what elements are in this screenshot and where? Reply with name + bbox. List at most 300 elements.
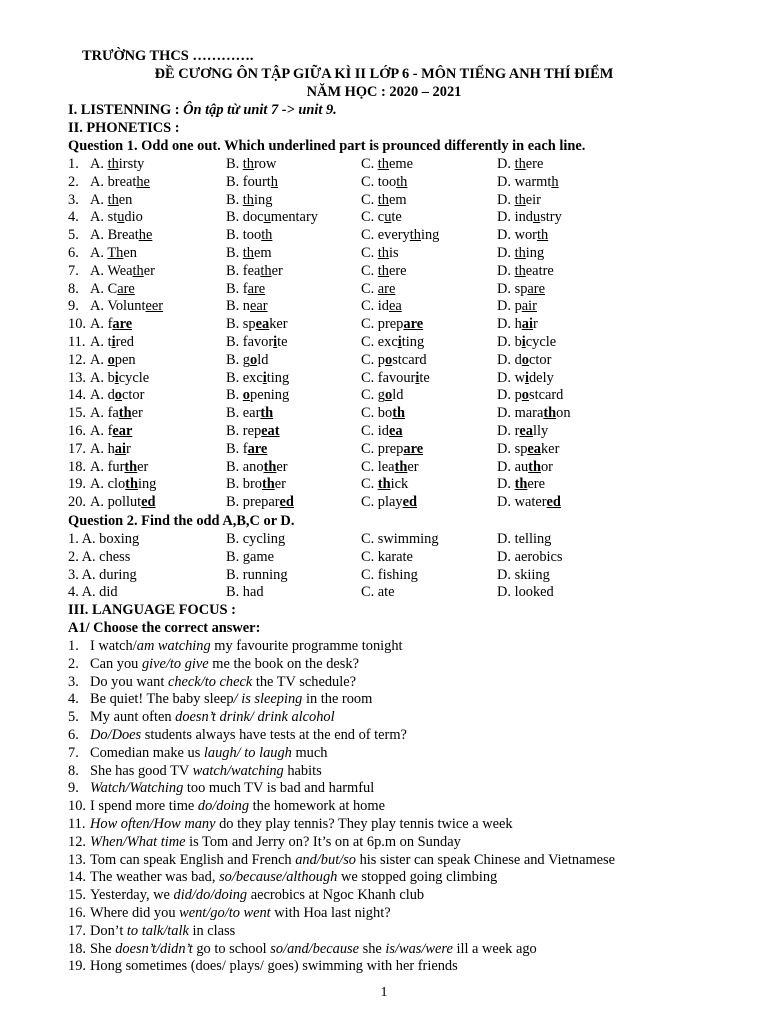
option-d: D. theatre bbox=[497, 262, 554, 279]
underlined-part: are bbox=[117, 280, 135, 297]
a1-item bbox=[68, 726, 758, 744]
underlined-part: th bbox=[377, 476, 391, 493]
item-fragment: we stopped going climbing bbox=[337, 869, 498, 886]
option-a: A. fear bbox=[90, 423, 133, 439]
underlined-part: th bbox=[536, 227, 549, 244]
item-number: 1. bbox=[68, 638, 79, 654]
question-number: 17. bbox=[68, 440, 86, 457]
section-language-focus: III. LANGUAGE FOCUS : bbox=[68, 602, 236, 618]
underlined-part: i bbox=[111, 334, 116, 350]
a1-item bbox=[68, 797, 758, 815]
a1-item bbox=[68, 690, 758, 708]
underlined-part: th bbox=[409, 227, 421, 244]
option-a: A. tired bbox=[90, 334, 134, 350]
item-text bbox=[90, 797, 385, 815]
question1-row bbox=[68, 244, 758, 262]
a1-item bbox=[68, 815, 758, 833]
option-a: A. further bbox=[90, 458, 149, 475]
underlined-part: are bbox=[112, 316, 133, 333]
option-c: C. favourite bbox=[361, 369, 430, 386]
item-fragment: Where did you bbox=[90, 905, 180, 921]
item-number: 10. bbox=[68, 798, 86, 815]
a1-title: A1/ Choose the correct answer: bbox=[68, 620, 261, 636]
item-fragment: My aunt often bbox=[90, 709, 176, 726]
underlined-part: air bbox=[521, 298, 537, 315]
option-d: D. industry bbox=[497, 209, 562, 226]
option-a: A. clothing bbox=[90, 476, 157, 493]
a1-item bbox=[68, 779, 758, 797]
option-a: A. Volunteer bbox=[90, 298, 164, 315]
option-a: A. thirsty bbox=[90, 156, 145, 172]
option-a: A. Care bbox=[90, 280, 135, 297]
underlined-part: th bbox=[377, 156, 389, 172]
option-b: B. repeat bbox=[226, 423, 280, 439]
question-number: 13. bbox=[68, 369, 86, 386]
item-number: 6. bbox=[68, 727, 79, 743]
option-b: B. opening bbox=[226, 387, 290, 404]
underlined-part: th bbox=[118, 405, 132, 422]
option-c: C. ate bbox=[361, 584, 395, 601]
underlined-part: th bbox=[514, 245, 526, 261]
item-number: 11. bbox=[68, 816, 86, 832]
underlined-part: th bbox=[543, 405, 557, 422]
option-b: B. feather bbox=[226, 262, 283, 279]
underlined-part: o bbox=[521, 387, 529, 404]
a1-item bbox=[68, 637, 758, 655]
item-fragment: the TV schedule? bbox=[252, 673, 357, 690]
option-d: D. their bbox=[497, 191, 541, 208]
option-b: B. earth bbox=[226, 405, 274, 422]
item-text bbox=[90, 762, 322, 780]
option-b: B. documentary bbox=[226, 209, 318, 226]
a1-item bbox=[68, 708, 758, 726]
option-a: A. breathe bbox=[90, 173, 150, 190]
item-fragment: Can you bbox=[90, 655, 142, 672]
item-fragment: go to school bbox=[192, 940, 271, 957]
item-fragment: with Hoa last night? bbox=[270, 905, 391, 921]
option-d: D. worth bbox=[497, 227, 549, 244]
underlined-part: h bbox=[551, 173, 559, 190]
underlined-part: ea bbox=[527, 440, 541, 457]
question-number: 4. bbox=[68, 209, 79, 226]
option-d: D. author bbox=[497, 458, 553, 475]
a1-item bbox=[68, 744, 758, 762]
underlined-part: i bbox=[521, 334, 526, 350]
option-a: 3. A. during bbox=[68, 566, 137, 583]
option-b: B. gold bbox=[226, 351, 269, 368]
underlined-part: are bbox=[247, 440, 268, 457]
item-fragment: I spend more time bbox=[90, 798, 198, 815]
underlined-part: ai bbox=[114, 440, 126, 457]
question-number: 14. bbox=[68, 387, 86, 404]
option-b: B. had bbox=[226, 584, 264, 601]
option-b: B. exciting bbox=[226, 369, 290, 386]
item-number: 18. bbox=[68, 940, 86, 957]
underlined-part: th bbox=[392, 405, 405, 422]
option-b: B. game bbox=[226, 548, 274, 565]
underlined-part: u bbox=[384, 209, 392, 226]
a1-item bbox=[68, 673, 758, 691]
underlined-part: he bbox=[138, 227, 153, 244]
option-b: B. fare bbox=[226, 440, 268, 457]
question2-row bbox=[68, 530, 758, 548]
page-number: 1 bbox=[380, 985, 388, 1000]
underlined-part: are bbox=[247, 280, 266, 297]
underlined-part: eat bbox=[261, 423, 280, 439]
answer-choices: do/doing bbox=[197, 798, 250, 815]
item-number: 2. bbox=[68, 655, 79, 672]
answer-choices: am watching bbox=[136, 638, 211, 654]
underlined-part: i bbox=[397, 334, 402, 350]
underlined-part: th bbox=[514, 476, 528, 493]
option-c: C. leather bbox=[361, 458, 419, 475]
question1-row bbox=[68, 493, 758, 511]
option-c: C. are bbox=[361, 280, 396, 297]
option-b: B. fourth bbox=[226, 173, 278, 190]
a1-item bbox=[68, 904, 758, 922]
underlined-part: th bbox=[514, 156, 526, 172]
option-c: C. exciting bbox=[361, 334, 425, 350]
option-a: A. Breathe bbox=[90, 227, 153, 244]
item-fragment: much bbox=[291, 744, 328, 761]
option-c: C. idea bbox=[361, 298, 402, 315]
item-text bbox=[90, 655, 359, 673]
option-c: C. postcard bbox=[361, 351, 427, 368]
question2-title: Question 2. Find the odd A,B,C or D. bbox=[68, 513, 295, 529]
underlined-part: th bbox=[514, 262, 526, 279]
underlined-part: ear bbox=[112, 423, 133, 439]
underlined-part: o bbox=[521, 351, 529, 368]
underlined-part: th bbox=[107, 156, 119, 172]
underlined-part: i bbox=[114, 369, 119, 386]
underlined-part: th bbox=[242, 245, 254, 261]
option-d: D. skiing bbox=[497, 566, 550, 583]
item-fragment: do they play tennis? They play tennis twice a week bbox=[215, 816, 513, 832]
underlined-part: are bbox=[527, 280, 545, 297]
item-fragment: Yesterday, we bbox=[90, 887, 174, 904]
underlined-part: i bbox=[415, 369, 420, 386]
item-text bbox=[90, 637, 403, 655]
a1-item bbox=[68, 886, 758, 904]
section-phonetics: II. PHONETICS : bbox=[68, 120, 180, 136]
underlined-part: are bbox=[403, 440, 424, 457]
underlined-part: i bbox=[273, 334, 278, 350]
underlined-part: th bbox=[377, 262, 389, 279]
question-number: 7. bbox=[68, 262, 79, 279]
question-number: 16. bbox=[68, 423, 86, 439]
question1-row bbox=[68, 191, 758, 209]
option-b: B. cycling bbox=[226, 531, 286, 547]
item-text bbox=[90, 868, 497, 886]
item-text bbox=[90, 940, 537, 958]
item-fragment: Be quiet! The baby sleep bbox=[90, 691, 234, 708]
item-number: 16. bbox=[68, 905, 86, 921]
option-c: C. played bbox=[361, 494, 417, 511]
answer-choices: How often/How many bbox=[90, 816, 216, 832]
option-d: D. widely bbox=[497, 369, 554, 386]
item-fragment: aecrobics at Ngoc Khanh club bbox=[247, 887, 425, 904]
underlined-part: th bbox=[263, 458, 277, 475]
option-c: C. theme bbox=[361, 156, 413, 172]
question2-row bbox=[68, 583, 758, 601]
underlined-part: th bbox=[260, 262, 272, 279]
option-d: D. looked bbox=[497, 584, 554, 601]
item-fragment: students always have tests at the end of term? bbox=[141, 727, 407, 743]
option-d: D. hair bbox=[497, 316, 538, 333]
option-d: D. there bbox=[497, 156, 544, 172]
option-d: D. bicycle bbox=[497, 334, 557, 350]
underlined-part: th bbox=[394, 458, 408, 475]
question1-row bbox=[68, 173, 758, 191]
item-number: 7. bbox=[68, 744, 79, 761]
item-fragment: his sister can speak Chinese and Vietnamese bbox=[356, 851, 616, 868]
option-c: C. gold bbox=[361, 387, 404, 404]
item-fragment: The weather was bad, bbox=[90, 869, 220, 886]
underlined-part: u bbox=[263, 209, 271, 226]
option-b: B. thing bbox=[226, 191, 273, 208]
item-fragment: Do you want bbox=[90, 673, 168, 690]
answer-choices: to talk/talk bbox=[126, 922, 189, 939]
underlined-part: th bbox=[528, 458, 541, 475]
underlined-part: he bbox=[136, 173, 150, 190]
option-d: D. spare bbox=[497, 280, 545, 297]
underlined-part: ed bbox=[279, 494, 294, 511]
underlined-part: th bbox=[132, 262, 144, 279]
question1-row bbox=[68, 369, 758, 387]
option-b: B. running bbox=[226, 566, 288, 583]
question1-row bbox=[68, 297, 758, 315]
a1-item bbox=[68, 833, 758, 851]
item-fragment: I watch/ bbox=[90, 638, 137, 654]
underlined-part: h bbox=[270, 173, 278, 190]
item-fragment: in class bbox=[188, 922, 236, 939]
option-c: C. karate bbox=[361, 548, 413, 565]
answer-choices: and/but/so bbox=[295, 851, 356, 868]
option-a: A. open bbox=[90, 351, 136, 368]
underlined-part: th bbox=[260, 405, 274, 422]
question1-row bbox=[68, 475, 758, 493]
underlined-part: ea bbox=[389, 298, 402, 315]
question-number: 6. bbox=[68, 245, 79, 261]
school-name: TRƯỜNG THCS …………. bbox=[82, 48, 254, 64]
item-number: 19. bbox=[68, 958, 86, 975]
question1-title: Question 1. Odd one out. Which underlined part is prounced differently in each line. bbox=[68, 138, 586, 154]
option-d: D. pair bbox=[497, 298, 537, 315]
item-fragment: me the book on the desk? bbox=[208, 655, 359, 672]
option-b: B. near bbox=[226, 298, 268, 315]
answer-choices: watch/watching bbox=[192, 762, 284, 779]
underlined-part: o bbox=[385, 387, 393, 404]
option-b: B. prepared bbox=[226, 494, 294, 511]
option-b: B. tooth bbox=[226, 227, 273, 244]
option-c: C. everything bbox=[361, 227, 440, 244]
underlined-part: ed bbox=[546, 494, 561, 511]
answer-choices: give/to give bbox=[141, 655, 209, 672]
item-number: 12. bbox=[68, 833, 86, 850]
option-a: 4. A. did bbox=[68, 584, 118, 601]
underlined-part: ai bbox=[521, 316, 533, 333]
answer-choices: so/because/although bbox=[219, 869, 338, 886]
item-number: 4. bbox=[68, 691, 79, 708]
option-a: A. bicycle bbox=[90, 369, 150, 386]
option-c: C. there bbox=[361, 262, 407, 279]
question-number: 8. bbox=[68, 280, 79, 297]
question1-row bbox=[68, 458, 758, 476]
underlined-part: o bbox=[107, 351, 115, 368]
question1-row bbox=[68, 315, 758, 333]
a1-item bbox=[68, 940, 758, 958]
option-b: B. fare bbox=[226, 280, 266, 297]
underlined-part: o bbox=[242, 387, 250, 404]
option-d: D. telling bbox=[497, 531, 552, 547]
item-fragment: my favourite programme tonight bbox=[210, 638, 403, 654]
option-d: D. marathon bbox=[497, 405, 571, 422]
answer-choices: is/was/were bbox=[385, 940, 453, 957]
section-listening-label: I. LISTENNING : bbox=[68, 102, 184, 118]
question1-row bbox=[68, 440, 758, 458]
option-c: C. prepare bbox=[361, 316, 424, 333]
item-fragment: too much TV is bad and harmful bbox=[183, 780, 375, 797]
a1-item bbox=[68, 655, 758, 673]
item-text bbox=[90, 673, 356, 691]
option-b: B. speaker bbox=[226, 316, 288, 333]
option-d: D. there bbox=[497, 476, 545, 493]
option-d: D. doctor bbox=[497, 351, 552, 368]
document-title: ĐỀ CƯƠNG ÔN TẬP GIỮA KÌ II LỚP 6 - MÔN TIẾNG ANH THÍ ĐIỂM bbox=[154, 66, 614, 82]
item-number: 8. bbox=[68, 762, 79, 779]
option-a: A. fare bbox=[90, 316, 133, 333]
answer-choices: so/and/because bbox=[270, 940, 360, 957]
item-fragment: is Tom and Jerry on? It’s on at 6p.m on Sunday bbox=[185, 833, 461, 850]
option-c: C. swimming bbox=[361, 531, 439, 547]
question1-row bbox=[68, 422, 758, 440]
option-d: D. really bbox=[497, 423, 549, 439]
question-number: 12. bbox=[68, 351, 86, 368]
underlined-part: are bbox=[403, 316, 424, 333]
underlined-part: th bbox=[125, 476, 138, 493]
question-number: 19. bbox=[68, 476, 86, 493]
option-b: B. another bbox=[226, 458, 288, 475]
option-b: B. throw bbox=[226, 156, 277, 172]
option-a: 2. A. chess bbox=[68, 548, 131, 565]
item-fragment: habits bbox=[283, 762, 322, 779]
question-number: 5. bbox=[68, 227, 79, 244]
option-d: D. thing bbox=[497, 245, 545, 261]
item-number: 3. bbox=[68, 673, 79, 690]
underlined-part: th bbox=[377, 191, 389, 208]
option-a: A. hair bbox=[90, 440, 131, 457]
underlined-part: eer bbox=[145, 298, 164, 315]
item-text bbox=[90, 957, 458, 975]
option-d: D. postcard bbox=[497, 387, 564, 404]
underlined-part: ear bbox=[250, 298, 268, 315]
option-d: D. aerobics bbox=[497, 548, 563, 565]
option-b: B. favorite bbox=[226, 334, 288, 350]
question2-row bbox=[68, 566, 758, 584]
option-c: C. cute bbox=[361, 209, 402, 226]
a1-item bbox=[68, 762, 758, 780]
underlined-part: Th bbox=[107, 245, 124, 261]
underlined-part: i bbox=[524, 369, 529, 386]
item-text bbox=[90, 779, 374, 797]
question1-row bbox=[68, 262, 758, 280]
question-number: 20. bbox=[68, 494, 86, 511]
underlined-part: th bbox=[124, 458, 138, 475]
question-number: 11. bbox=[68, 334, 86, 350]
underlined-part: i bbox=[262, 369, 267, 386]
underlined-part: ea bbox=[255, 316, 270, 333]
answer-choices: / is sleeping bbox=[233, 691, 303, 708]
underlined-part: are bbox=[377, 280, 396, 297]
item-fragment: she bbox=[359, 940, 386, 957]
question1-row bbox=[68, 404, 758, 422]
item-text bbox=[90, 922, 235, 940]
answer-choices: did/do/doing bbox=[173, 887, 248, 904]
underlined-part: o bbox=[385, 351, 393, 368]
answer-choices: doesn’t drink/ drink alcohol bbox=[175, 709, 335, 726]
question1-row bbox=[68, 226, 758, 244]
underlined-part: ed bbox=[402, 494, 417, 511]
item-text bbox=[90, 904, 391, 922]
question-number: 18. bbox=[68, 458, 86, 475]
school-year: NĂM HỌC : 2020 – 2021 bbox=[306, 84, 462, 100]
a1-item bbox=[68, 868, 758, 886]
question-number: 9. bbox=[68, 298, 79, 315]
option-a: A. then bbox=[90, 191, 133, 208]
item-number: 14. bbox=[68, 869, 86, 886]
option-c: C. fishing bbox=[361, 566, 418, 583]
question1-row bbox=[68, 280, 758, 298]
item-text bbox=[90, 726, 407, 744]
question1-row bbox=[68, 155, 758, 173]
underlined-part: u bbox=[117, 209, 125, 226]
underlined-part: ed bbox=[141, 494, 156, 511]
underlined-part: th bbox=[377, 245, 389, 261]
question1-row bbox=[68, 351, 758, 369]
question-number: 1. bbox=[68, 156, 79, 172]
underlined-part: o bbox=[114, 387, 122, 404]
underlined-part: th bbox=[396, 173, 408, 190]
answer-choices: went/go/to went bbox=[179, 905, 271, 921]
option-a: A. studio bbox=[90, 209, 143, 226]
question-number: 2. bbox=[68, 173, 79, 190]
question1-row bbox=[68, 208, 758, 226]
question1-row bbox=[68, 333, 758, 351]
item-number: 9. bbox=[68, 780, 79, 797]
item-number: 17. bbox=[68, 922, 86, 939]
option-b: B. brother bbox=[226, 476, 286, 493]
item-fragment: She bbox=[90, 940, 116, 957]
option-c: C. prepare bbox=[361, 440, 424, 457]
option-a: 1. A. boxing bbox=[68, 531, 140, 547]
answer-choices: Do/Does bbox=[90, 727, 142, 743]
underlined-part: th bbox=[261, 227, 273, 244]
item-text bbox=[90, 690, 372, 708]
item-fragment: the homework at home bbox=[249, 798, 385, 815]
option-d: D. speaker bbox=[497, 440, 560, 457]
a1-item bbox=[68, 922, 758, 940]
section-listening-text: Ôn tập từ unit 7 -> unit 9. bbox=[183, 102, 337, 118]
option-a: A. father bbox=[90, 405, 143, 422]
question-number: 10. bbox=[68, 316, 86, 333]
answer-choices: check/to check bbox=[167, 673, 253, 690]
answer-choices: Watch/Watching bbox=[90, 780, 184, 797]
item-fragment: ill a week ago bbox=[452, 940, 537, 957]
option-a: A. doctor bbox=[90, 387, 145, 404]
item-number: 13. bbox=[68, 851, 86, 868]
option-d: D. warmth bbox=[497, 173, 559, 190]
option-c: C. tooth bbox=[361, 173, 408, 190]
